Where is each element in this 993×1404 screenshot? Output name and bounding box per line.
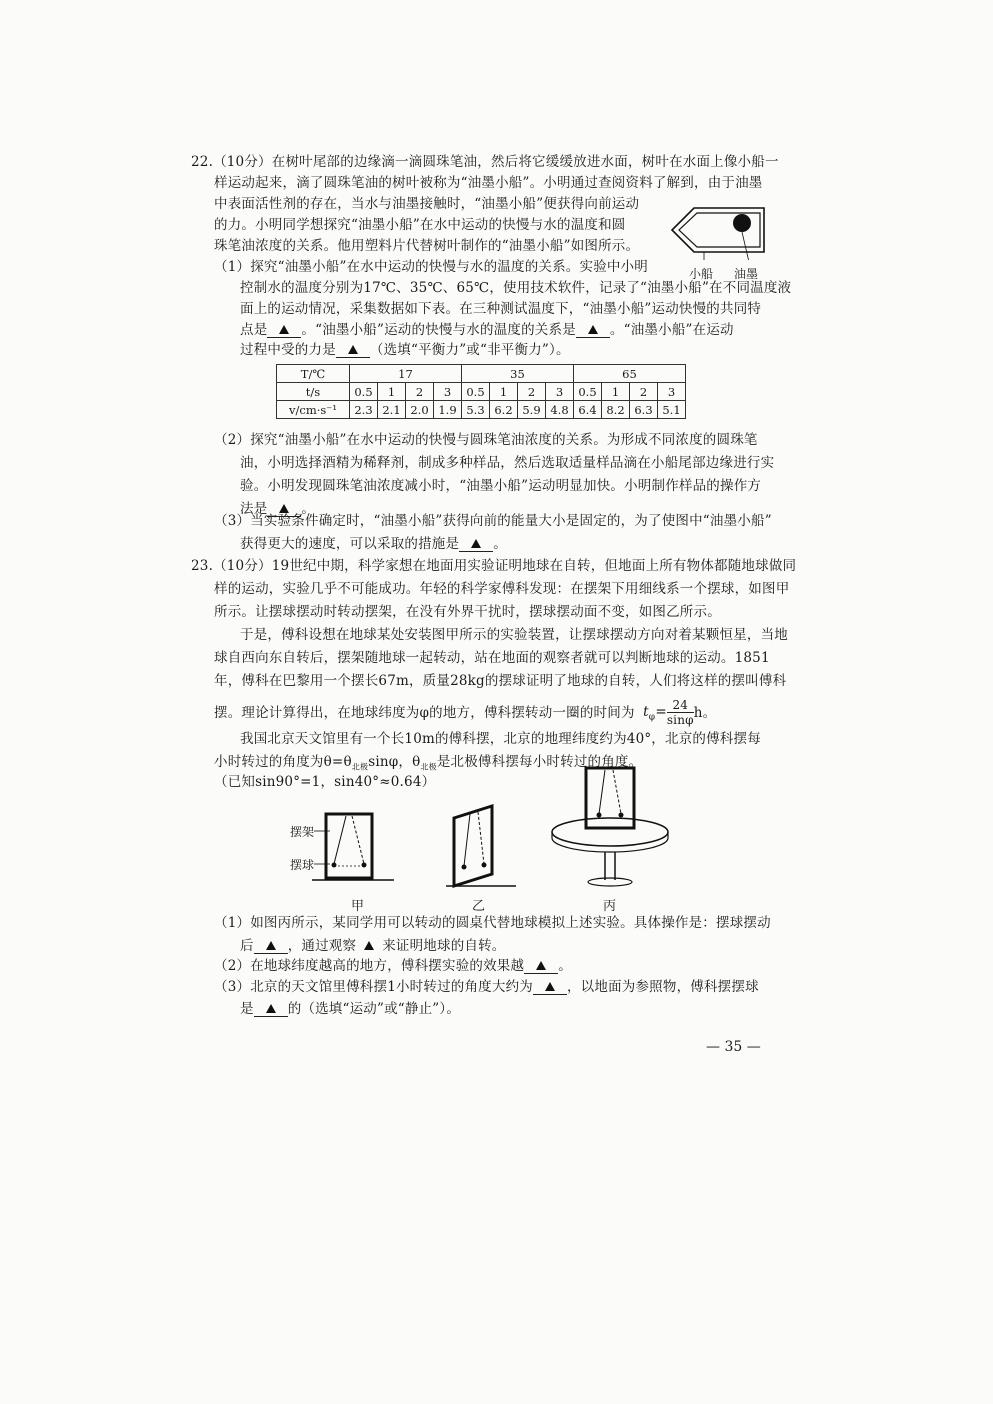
q22-line-5: 珠笔油浓度的关系。他用塑料片代替树叶制作的“油墨小船”如图所示。 [214,238,640,254]
q22-p3-line-1: （3）当实验条件确定时，“油墨小船”获得向前的能量大小是固定的，为了使图中“油墨小船” [214,513,772,529]
answer-blank[interactable] [254,1002,288,1017]
q22-line-3: 中表面活性剂的存在，当水与油墨接触时，“油墨小船”便获得向前运动 [214,196,640,212]
q23-line-1: 23.（10分）19世纪中期，科学家想在地面用实验证明地球在自转，但地面上所有物体都随地球做同 [191,558,797,574]
table-cell: 17 [350,365,462,383]
table-cell: 2 [518,383,546,401]
table-header: t/s [277,383,350,401]
q23-p1-line-1: （1）如图丙所示，某同学用可以转动的圆桌代替地球模拟上述实验。具体操作是：摆球摆动 [214,915,771,931]
q23-line-10: （已知sin90°=1，sin40°≈0.64） [214,774,436,790]
triangle-icon [545,982,555,991]
q22-p1-text: （选填“平衡力”或“非平衡力”）。 [369,342,570,358]
answer-blank[interactable] [576,323,610,338]
label-boat: 小船 [689,267,714,281]
data-table [276,364,686,419]
table-cell: 0.5 [462,383,490,401]
q22-p1-line-1: （1）探究“油墨小船”在水中运动的快慢与水的温度的关系。实验中小明 [214,259,648,275]
table-cell: 5.1 [658,401,686,419]
ink-drop-icon [733,214,751,232]
table-cell: 6.4 [574,401,602,419]
triangle-icon [536,961,546,970]
table-cell: 2 [630,383,658,401]
table-cell: 1 [490,383,518,401]
q23-line-6: 年，傅科在巴黎用一个摆长67m，质量28kg的摆球证明了地球的自转，人们将这样的摆叫傅科 [214,673,787,689]
table-row [277,401,686,419]
answer-blank[interactable] [459,537,493,552]
q22-p3-line-2: 获得更大的速度，可以采取的措施是 。 [240,536,507,552]
table-cell: 1.9 [434,401,462,419]
q23-line-2: 样的运动，实验几乎不可能成功。年轻的科学家傅科发现：在摆架下用细线系一个摆球，如图甲 [214,581,790,597]
triangle-icon [266,1004,276,1013]
figure-yi [440,800,520,890]
q22-p2-line-1: （2）探究“油墨小船”在水中运动的快慢与圆珠笔油浓度的关系。为形成不同浓度的圆珠笔 [214,432,758,448]
q22-line-4: 的力。小明同学想探究“油墨小船”在水中运动的快慢与水的温度和圆 [214,217,626,233]
table-row [277,365,686,383]
triangle-icon [588,325,598,334]
q23-line-5: 球自西向东自转后，摆架随地球一起转动，站在地面的观察者就可以判断地球的运动。1851 [214,650,770,666]
table-cell: 3 [546,383,574,401]
q23-line-9: 小时转过的角度为$\theta=\theta_{北极}\sin\varphi$，$\theta_{北极}$是北极傅科摆每小时转过的角度。 [214,754,643,772]
table-cell: 3 [434,383,462,401]
ink-boat-figure [664,200,774,260]
table-cell: 1 [378,383,406,401]
table-cell: 2 [406,383,434,401]
table-cell: 0.5 [350,383,378,401]
q23-line-8: 我国北京天文馆里有一个长10m的傅科摆，北京的地理纬度约为40°，北京的傅科摆每 [240,731,761,747]
table-cell: 5.3 [462,401,490,419]
figure-label-jia: 甲 [351,899,365,914]
triangle-icon [279,325,289,334]
label-frame: 摆架 [290,825,315,839]
figure-label-bing: 丙 [603,899,617,914]
page-number: — 35 — [706,1039,761,1055]
formula: $t_\varphi=$ $\frac{24}{\sin\varphi}$ [643,698,694,727]
answer-blank[interactable] [267,323,301,338]
triangle-icon [266,941,276,950]
triangle-icon [348,345,358,354]
q22-p1-text: 过程中受的力是 [240,342,336,358]
figure-bing [545,762,675,890]
answer-blank[interactable] [533,980,567,995]
q23-p3-line-2: 是 的（选填“运动”或“静止”）。 [240,1001,461,1017]
q22-p2-line-3: 验。小明发现圆珠笔油浓度减小时，“油墨小船”运动明显加快。小明制作样品的操作方 [240,478,762,494]
figure-label-yi: 乙 [472,899,486,914]
table-row [277,383,686,401]
label-ball: 摆球 [290,858,315,872]
q22-p1-line-4: 点是 。“油墨小船”运动的快慢与水的温度的关系是 。“油墨小船”在运动 [240,322,734,338]
table-cell: 6.3 [630,401,658,419]
q23-p3-line-1: （3）北京的天文馆里傅科摆1小时转过的角度大约为 ，以地面为参照物，傅科摆摆球 [214,979,759,995]
label-leader-lines [312,828,332,868]
table-cell: 6.2 [490,401,518,419]
table-cell: 1 [602,383,630,401]
table-cell: 35 [462,365,574,383]
q22-p1-line-2: 控制水的温度分别为17℃、35℃、65℃，使用技术软件，记录了“油墨小船”在不同温度液 [240,280,792,296]
table-cell: 65 [574,365,686,383]
q23-p2: （2）在地球纬度越高的地方，傅科摆实验的效果越 。 [214,958,572,974]
q22-p1-line-3: 面上的运动情况，采集数据如下表。在三种测试温度下，“油墨小船”运动快慢的共同特 [240,301,762,317]
triangle-icon [364,941,374,950]
q22-p2-line-2: 油，小明选择酒精为稀释剂，制成多种样品，然后选取适量样品滴在小船尾部边缘进行实 [240,455,775,471]
table-header: v/cm·s⁻¹ [277,401,350,419]
q22-line-1: 22.（10分）在树叶尾部的边缘滴一滴圆珠笔油，然后将它缓缓放进水面，树叶在水面上像小船一 [191,154,779,170]
answer-blank[interactable] [524,959,558,974]
table-cell: 2.0 [406,401,434,419]
q22-p1-line-5 [240,339,570,361]
q23-line-4: 于是，傅科设想在地球某处安装图甲所示的实验装置，让摆球摆动方向对着某颗恒星，当地 [240,627,788,643]
label-ink: 油墨 [734,267,759,281]
q23-p1-line-2: 后 ，通过观察 来证明地球的自转。 [240,938,506,954]
table-cell: 0.5 [574,383,602,401]
answer-blank[interactable] [254,939,288,954]
q23-line-7: 摆。理论计算得出，在地球纬度为φ的地方，傅科摆转动一圈的时间为 $t_\varphi=$ $\frac{24}{\sin\varphi}$ h。 [214,698,717,727]
table-cell: 2.3 [350,401,378,419]
table-cell: 5.9 [518,401,546,419]
table-cell: 2.1 [378,401,406,419]
table-cell: 4.8 [546,401,574,419]
answer-blank[interactable] [336,343,370,358]
table-header: T/℃ [277,365,350,383]
q23-line-3: 所示。让摆球摆动时转动摆架，在没有外界干扰时，摆球摆动面不变，如图乙所示。 [214,604,721,620]
table-cell: 3 [658,383,686,401]
q22-p2-line-4: 法是 。 [240,501,316,517]
triangle-icon [471,539,481,548]
table-cell: 8.2 [602,401,630,419]
q22-line-2: 样运动起来，滴了圆珠笔油的树叶被称为“油墨小船”。小明通过查阅资料了解到，由于油墨 [214,175,763,191]
